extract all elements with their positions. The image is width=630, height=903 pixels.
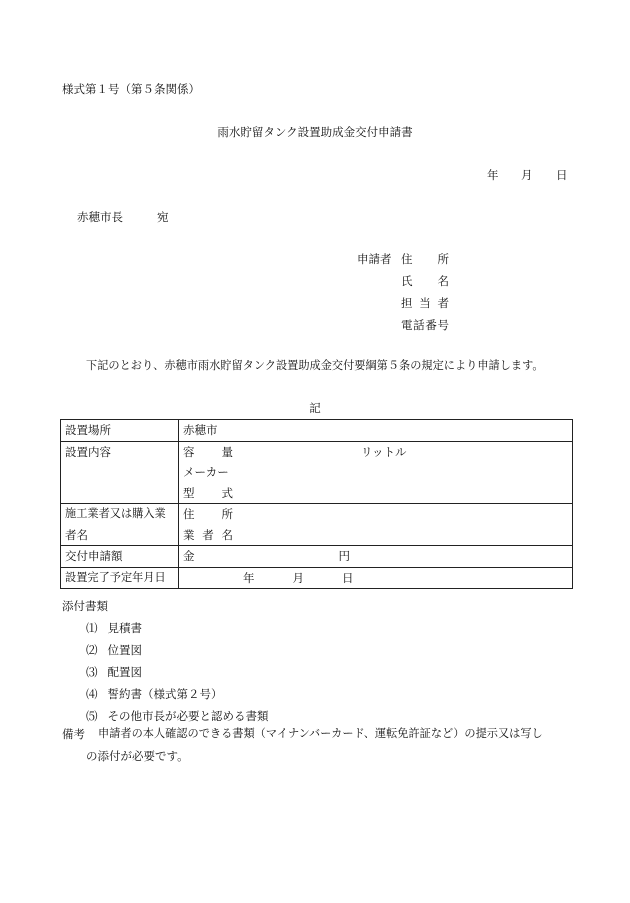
list-item: ⑵ 位置図 bbox=[86, 643, 142, 657]
amount-label: 交付申請額 bbox=[61, 546, 179, 568]
completion-label: 設置完了予定年月日 bbox=[61, 567, 179, 589]
table-row-amount bbox=[61, 546, 573, 568]
list-item: ⑶ 配置図 bbox=[86, 665, 142, 679]
list-item: ⑴ 見積書 bbox=[86, 621, 142, 635]
document-title: 雨水貯留タンク設置助成金交付申請書 bbox=[217, 125, 413, 139]
form-number: 様式第１号（第５条関係） bbox=[62, 82, 200, 96]
ki-heading: 記 bbox=[309, 401, 321, 415]
location-value-cell bbox=[179, 420, 573, 442]
applicant-address-label: 住 所 bbox=[401, 252, 449, 266]
contractor-name-label: 業者名 bbox=[183, 527, 233, 542]
date-month: 月 bbox=[521, 168, 533, 182]
attachments-heading: 添付書類 bbox=[62, 599, 108, 613]
applicant-contact-label: 担当者 bbox=[401, 296, 449, 310]
capacity-line bbox=[183, 442, 568, 463]
notes-label: 備考 bbox=[62, 727, 85, 741]
model-line bbox=[183, 483, 568, 504]
completion-day: 日 bbox=[342, 570, 354, 585]
notes-line-1: 申請者の本人確認のできる書類（マイナンバーカード、運転免許証など）の提示又は写し bbox=[98, 727, 543, 740]
location-label: 設置場所 bbox=[61, 420, 179, 442]
table-row-content bbox=[61, 441, 573, 504]
content-value-cell bbox=[179, 441, 573, 504]
completion-month: 月 bbox=[292, 570, 304, 585]
applicant-phone-label: 電話番号 bbox=[401, 318, 449, 332]
list-item: ⑸ その他市長が必要と認める書類 bbox=[86, 709, 269, 723]
body-text: 下記のとおり、赤穂市雨水貯留タンク設置助成金交付要綱第５条の規定により申請します。 bbox=[86, 359, 544, 372]
capacity-label: 容 量 bbox=[183, 444, 233, 459]
location-value: 赤穂市 bbox=[183, 423, 218, 437]
amount-prefix: 金 bbox=[183, 549, 195, 563]
maker-label: メーカー bbox=[183, 465, 229, 479]
table-row-completion bbox=[61, 567, 573, 589]
addressee-name: 赤穂市長 bbox=[77, 210, 123, 224]
table-row-contractor bbox=[61, 504, 573, 546]
date-year: 年 bbox=[487, 168, 499, 182]
contractor-value-cell bbox=[179, 504, 573, 546]
contractor-address-label: 住 所 bbox=[183, 507, 233, 521]
applicant-label: 申請者 bbox=[357, 252, 392, 266]
date-day: 日 bbox=[556, 168, 568, 182]
amount-unit: 円 bbox=[338, 549, 350, 563]
completion-value-cell bbox=[179, 567, 573, 589]
addressee-suffix: 宛 bbox=[157, 210, 169, 224]
capacity-unit: リットル bbox=[361, 444, 407, 459]
applicant-name-label: 氏 名 bbox=[401, 274, 449, 288]
notes-line-2: の添付が必要です。 bbox=[86, 749, 189, 763]
amount-value-cell bbox=[179, 546, 573, 568]
model-label: 型 式 bbox=[183, 485, 233, 500]
contractor-label: 施工業者又は購入業 者名 bbox=[61, 504, 179, 546]
application-table bbox=[60, 419, 573, 589]
content-label: 設置内容 bbox=[61, 441, 179, 504]
list-item: ⑷ 誓約書（様式第２号） bbox=[86, 687, 223, 701]
completion-year: 年 bbox=[243, 570, 255, 585]
table-row-location bbox=[61, 420, 573, 442]
